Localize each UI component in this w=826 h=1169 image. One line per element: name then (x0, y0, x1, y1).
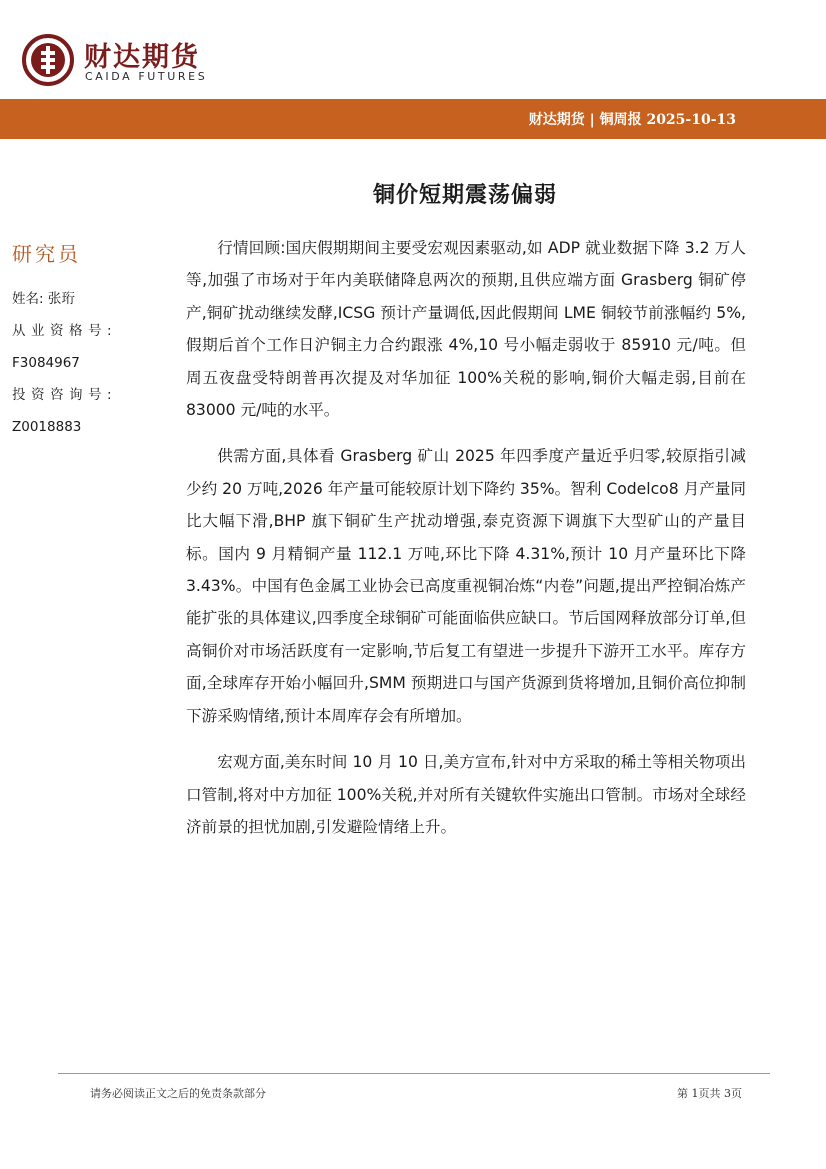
analyst-name: 姓名: 张珩 (12, 291, 75, 307)
logo-name-cn: 财达期货 (84, 42, 200, 73)
sidebar-heading: 研究员 (12, 242, 81, 266)
report-body (186, 232, 746, 857)
report-title: 铜价短期震荡偏弱 (372, 183, 557, 208)
qualification-number: F3084967 (12, 355, 80, 371)
footer-disclaimer: 请务必阅读正文之后的免责条款部分 (90, 1087, 266, 1100)
qualification-label: 从业资格号: (12, 323, 118, 339)
footer-divider (58, 1073, 770, 1074)
analyst-sidebar (12, 238, 162, 449)
paragraph-macro: 宏观方面,美东时间 10 月 10 日,美方宣布,针对中方采取的稀土等相关物项出口管制,将对中方加征 100%关税,并对所有关键软件实施出口管制。市场对全球经济前景的担忧加剧,引发避险情绪上升。 (186, 753, 746, 836)
advisory-label: 投资咨询号: (12, 387, 118, 403)
page-number: 第 1页共 3页 (677, 1087, 742, 1100)
company-logo (22, 34, 222, 90)
banner-text: 财达期货 | 铜周报 2025-10-13 (528, 112, 736, 128)
advisory-number: Z0018883 (12, 419, 82, 435)
paragraph-supply-demand: 供需方面,具体看 Grasberg 矿山 2025 年四季度产量近乎归零,较原指引减少约 20 万吨,2026 年产量可能较原计划下降约 35%。智利 Codelco8 月产量同比大幅下滑,BHP 旗下铜矿生产扰动增强,泰克资源下调旗下大型矿山的产量目标。国内 9 月精铜产量 112.1 万吨,环比下降 4.31%,预计 10 月产量环比下降 3.43%。中国有色金属工业协会已高度重视铜冶炼“内卷”问题,提出严控铜冶炼产能扩张的具体建议,四季度全球铜矿可能面临供应缺口。节后国网释放部分订单,但高铜价对市场活跃度有一定影响,节后复工有望进一步提升下游开工水平。库存方面,全球库存开始小幅回升,SMM 预期进口与国产货源到货将增加,且铜价高位抑制下游采购情绪,预计本周库存会有所增加。 (186, 447, 746, 725)
paragraph-market-review: 行情回顾:国庆假期期间主要受宏观因素驱动,如 ADP 就业数据下降 3.2 万人等,加强了市场对于年内美联储降息两次的预期,且供应端方面 Grasberg 铜矿停产,铜矿扰动继续发酵,ICSG 预计产量调低,因此假期间 LME 铜较节前涨幅约 5%,假期后首个工作日沪铜主力合约跟涨 4%,10 号小幅走弱收于 85910 元/吨。但周五夜盘受特朗普再次提及对华加征 100%关税的影响,铜价大幅走弱,目前在 83000 元/吨的水平。 (186, 239, 746, 420)
logo-name-en: CAIDA FUTURES (85, 70, 208, 83)
caida-logo-icon (22, 34, 74, 86)
header-banner (0, 99, 826, 139)
